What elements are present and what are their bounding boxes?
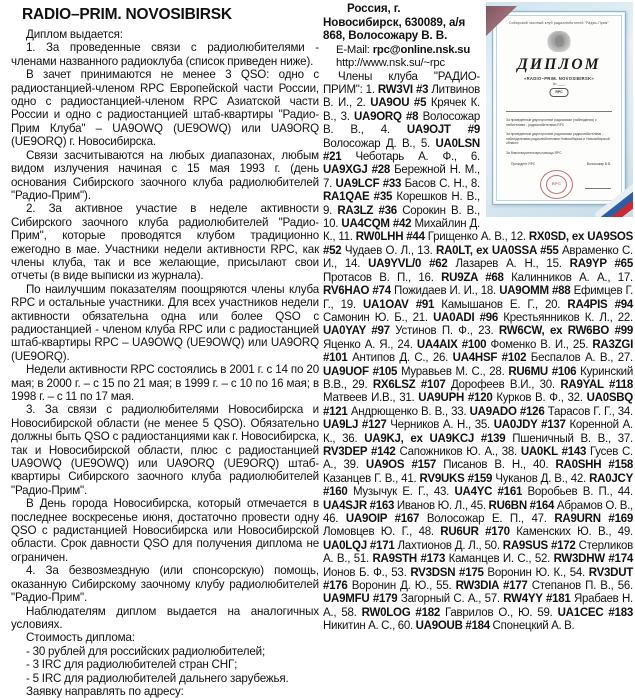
member-callsign: RA9SUS #172 — [502, 539, 576, 552]
member-callsign: RA0LT, ex UA0SSA #55 — [436, 244, 559, 257]
member-callsign: RV9UKS #159 — [419, 472, 493, 485]
member-callsign: RW0LOG #182 — [361, 606, 441, 619]
diploma-certificate-image — [486, 2, 633, 217]
member-callsign: RW3VI #3 — [377, 84, 429, 96]
paragraph-city-day: В День города Новосибирска, который отмечается в последнее воскресенье июня, достаточно провести одну QSO с радистанцией Новосибирска или Новосибирской области. Срок давности QSO для получения диплома не ограничен. — [11, 497, 319, 564]
member-callsign: RU6MU #106 — [508, 365, 577, 378]
member-callsign: RU6BN #164 — [488, 499, 555, 512]
diploma-number: № ____ — [552, 82, 566, 86]
right-column — [319, 2, 633, 634]
coat-of-arms-icon — [548, 31, 571, 52]
paragraph-condition-4: 4. За безвозмездную (или спонсорскую) помощь, оказанную Сибирскому заочному клубу радиолюбителей "Радио-Прим". — [11, 564, 319, 605]
member-callsign: UA0KL #143 — [520, 445, 587, 458]
paragraph-intro: Диплом выдается: — [26, 28, 123, 42]
member-callsign: UA0JDY #137 — [493, 419, 566, 432]
member-callsign: UA4SJR #163 — [323, 499, 395, 512]
paragraph-condition-2: 2. За активное участие в неделе активности Сибирского заочного клуба радиолюбителей "Радио-Прим", которые проводятся клубом традиционно ежегодно в мае. Участники недели активности RPC, как члены клуба, так и все желающие, присылают свои отчеты (в виде выписки из журнала). — [11, 202, 319, 283]
member-callsign: UA9ORQ #8 — [353, 110, 419, 123]
contact-block — [323, 44, 486, 71]
paragraph-cost-heading: Стоимость диплома: — [26, 631, 135, 645]
email-label: E-Mail: — [336, 43, 370, 56]
postal-address — [323, 2, 486, 43]
member-callsign: RV3DSN #175 — [410, 566, 484, 579]
member-callsign: UA9YVL/0 #62 — [368, 258, 448, 271]
diploma-body-3: За благотворительную помощь RPC — [506, 151, 562, 155]
member-callsign: RA9STH #173 — [372, 553, 446, 566]
paragraph-condition-1: 1. За проведенные связи с радиолюбителями - членами названного радиоклуба (список приведен ниже). — [11, 41, 319, 68]
email-address[interactable]: rpc@online.nsk.su — [372, 43, 471, 56]
cost-item-dx: - 5 IRC для радиолюбителей дальнего зарубежья. — [26, 671, 289, 685]
member-callsign: UA0ADI #96 — [433, 311, 499, 324]
member-callsign: RV6HAO #74 — [323, 285, 391, 298]
email-line — [323, 44, 486, 57]
member-callsign: RU6UR #170 — [440, 526, 510, 539]
member-callsign: UA0LSN #21 — [323, 137, 480, 164]
paragraph-send-to: Заявку направлять по адресу: — [26, 684, 184, 698]
member-callsign: UA9OIP #167 — [345, 513, 420, 525]
member-callsign: UA9OJT #9 — [406, 124, 481, 137]
diploma-badge: RPC — [550, 88, 569, 97]
member-callsign: RV3DEP #142 — [323, 445, 396, 458]
diploma-body-1: За проведенные двусторонние радиосвязи (наблюдения) с любителями - радиолюбителями RPC — [506, 118, 597, 127]
website-line[interactable]: http://www.nsk.su/~rpc — [336, 57, 445, 70]
member-callsign: RA9URN #169 — [554, 513, 634, 525]
member-callsign: RW3DHW #174 — [553, 553, 633, 566]
paragraph-observers: Наблюдателям диплом выдается на аналогичных условиях. — [11, 604, 319, 631]
member-callsign: RX6LSZ #107 — [372, 378, 446, 391]
member-callsign: UA0YAY #97 — [323, 325, 390, 338]
member-callsign: UA9MFU #179 — [323, 593, 398, 606]
member-callsign: UA9UOF #105 — [323, 365, 398, 378]
member-callsign: UA9XGJ #28 — [323, 164, 391, 177]
member-callsign: UA9ADO #126 — [469, 405, 545, 418]
diploma-sign-left: Президент RPC — [511, 162, 536, 166]
member-callsign: RU9ZA #68 — [441, 271, 504, 284]
member-callsign: UA0SBQ #121 — [323, 392, 634, 418]
member-callsign: RW0LHH #44 — [355, 231, 425, 244]
member-callsign: UA9OU #5 — [370, 97, 427, 110]
member-callsign: RW6CW, ex RW6BO #99 — [498, 325, 633, 338]
two-column-layout — [6, 2, 634, 698]
paragraph-condition-3: 3. За связи с радиолюбителями Новосибирска и Новосибирской области (не менее 5 QSO). Обязательно должны быть QSO с радиостанциями как г. Новосибирска, так и Новосибирской области, плюс с радиостанцией UA9OWQ (UE9OWQ) или UA9ORQ (UE9ORQ) штаб-квартиры Сибирского заочного клуба радиолюбителей "Радио-Прим". — [11, 403, 319, 497]
member-callsign: UA4AIX #100 — [416, 338, 487, 351]
member-callsign: RA9YAL #118 — [560, 378, 633, 391]
diploma-seal-text: RPC — [551, 181, 562, 186]
diploma-name-line — [506, 111, 612, 112]
diploma-subtitle: «RADIO–PRIM. NOVOSIBIRSK» — [523, 76, 595, 81]
diploma-body-2: За проведенные двусторонние радиосвязи радиолюбителями - наблюдателями радиолюбителями Новосибирска и Новосибирской области — [506, 132, 610, 146]
member-callsign: UA9OUB #184 — [415, 620, 490, 633]
member-callsign: RA9YP #65 — [569, 258, 633, 271]
member-callsign: UA9UPH #120 — [418, 392, 493, 405]
members-entries: 1. RW3VI #3 Литвинов В. И., 2. UA9OU #5 Крячек К. В., 3. UA9ORQ #8 Волосожар В. В., 4. UA9OJT #9 Волосожар Д. В., 5. UA0LSN #21 Чеботарь А. Ф., 6. UA9XGJ #28 Бережной Н. М., 7. UA9LCF #33 Басов С. Н., 8. RA1QAE #35 Корешков Н. В., 9. RA3LZ #36 Сорокин В. В., 10. UA4CQM #42 Михайлин Д. К., 11. RW0LHH #44 Грищенко А. В., 12. RX0SD, ex UA9SOS #52 Чудаев О. Л., 13. RA0LT, ex UA0SSA #55 Авраменко С. И., 14. UA9YVL/0 #62 Лазарев А. Н., 15. RA9YP #65 Протасов В. П., 16. RU9ZA #68 Калинников А. А., 17. RV6HAO #74 Пожидаев И. И., 18. UA9OMM #88 Ефимцев Г. Г., 19. UA1OAV #91 Камышанов Е. Г., 20. RA4PIS #94 Самонин Ю. Б., 21. UA0ADI #96 Крестьянников К. Л., 22. UA0YAY #97 Устинов П. Ф., 23. RW6CW, ex RW6BO #99 Яценко А. Я., 24. UA4AIX #100 Фоменко В. И., 25. RA3ZGI #101 Антипов Д. С., 26. UA4HSF #102 Беспалов А. В., 27. UA9UOF #105 Муравьев М. С., 28. RU6MU #106 Куринский В.В., 29. RX6LSZ #107 Дорофеев В.И., 30. RA9YAL #118 Матвеев И.В., 31. UA9UPH #120 Курков В. Ф., 32. UA0SBQ #121 Андрющенко В. В., 33. UA9ADO #126 Тарасов Г. Г., 34. UA9LJ #127 Черников А. Н., 35. UA0JDY #137 Коренной А. К., 36. UA9KJ, ex UA9KCJ #139 Пшеничный В. В., 37. RV3DEP #142 Сапожников Ю. А., 38. UA0KL #143 Гусев С. А., 39. UA9OS #157 Писанов В. Н., 40. RA0SHH #158 Казанцев Г. В., 41. RV9UKS #159 Чуканов Д. В., 42. RA0JCY #160 Музычук Е. Г., 43. UA4YC #161 Воробьев В. П., 44. UA4SJR #163 Иванов Ю. Л., 45. RU6BN #164 Абрамов О. В., 46. UA9OIP #167 Волосожар Е. П., 47. RA9URN #169 Ломовцев Ю. Г., 48. RU6UR #170 Каменских Ю. В., 49. UA0LQJ #171 Лахтионов Д. Л., 50. RA9SUS #172 Стерликов А. В., 51. RA9STH #173 Каманцев И. С., 52. RW3DHW #174 Ионов Б. Ф., 53. RV3DSN #175 Воронин Ю. К., 54. RV3DUT #176 Воронин Д. Ю., 55. RW3DIA #177 Степанов П. В., 56. UA9MFU #179 Загорный С. А., 57. RW4YY #181 Ярабаев Н. А., 58. RW0LOG #182 Гаврилов О., Ю. 59. UA1CEC #183 Никитин А. С., 60. UA9OUB #184 Спонецкий А. В. — [323, 84, 634, 633]
paragraph-activity-week: По наилучшим показателям поощряются члены клуба RPC и остальные участники. Для всех участников недели активности обязательна одна или более QSO с радиостанцией - членом клуба RPC или с радиостанцией штаб-квартиры RPC – UA9OWQ (UE9OWQ) или UA9ORQ (UE9ORQ). — [11, 282, 319, 363]
cost-item-rub: - 30 рублей для российских радиолюбителей; — [26, 644, 266, 658]
member-callsign: RA0SHH #158 — [555, 459, 634, 472]
member-callsign: UA9LJ #127 — [323, 419, 387, 432]
member-callsign: RW3DIA #177 — [455, 580, 528, 593]
member-callsign: UA9LCF #33 — [335, 177, 402, 190]
cost-item-cis: - 3 IRC для радиолюбителей стран СНГ; — [26, 658, 238, 672]
page-title: RADIO–PRIM. NOVOSIBIRSK — [22, 6, 232, 23]
members-intro: Члены клуба "РАДИО-ПРИМ": — [323, 70, 480, 96]
member-callsign: RV3DUT #176 — [323, 566, 634, 593]
diploma-signature-row — [511, 162, 611, 166]
member-callsign: RA0JCY #160 — [323, 472, 633, 499]
member-callsign: UA9OS #157 — [365, 459, 437, 472]
left-column — [6, 2, 319, 698]
member-callsign: UA4YC #161 — [454, 486, 523, 499]
right-column-flow — [323, 2, 633, 634]
member-callsign: RW4YY #181 — [503, 593, 571, 606]
member-callsign: RA3ZGI #101 — [323, 338, 634, 365]
member-callsign: UA9KJ, ex UA9KCJ #139 — [364, 432, 506, 445]
paragraph-bands: Связи засчитываются на любых диапазонах, любым видом излучения начиная с 15 мая 1993 г. (день основания Сибирского заочного клуба радиолюбителей "Радио-Прим"). — [11, 148, 319, 202]
diploma-club-header: Сибирский заочный клуб радиолюбителей "Радио-Прим" — [509, 21, 609, 25]
member-callsign: UA1OAV #91 — [362, 298, 435, 311]
member-callsign: UA0LQJ #171 — [323, 539, 395, 552]
diploma-seal-icon — [540, 170, 573, 199]
russian-flag-ribbon-icon — [595, 173, 633, 217]
paragraph-activity-dates: Недели активности RPC состоялись в 2001 г. с 14 по 20 мая; в 2000 г. – с 15 по 21 мая; в 1999 г. – с 10 по 16 мая; в 1998 г. – с 11 по 17 мая. — [11, 363, 319, 404]
diploma-title: ДИПЛОМ — [517, 56, 601, 73]
member-callsign: UA1CEC #183 — [557, 606, 633, 619]
paragraph-qso-requirements: В зачет принимаются не менее 3 QSO: одно с радиостанцией-членом RPC Европейской части России, одно с радиостанцией-членом RPC Азиатской части России и одно с радиостанцией штаб-квартиры "Радио-Прим Клуба" – UA9OWQ (UE9OWQ) или UA9ORQ (UE9ORQ) г. Новосибирска. — [11, 68, 319, 149]
member-callsign: RA4PIS #94 — [567, 298, 634, 311]
member-callsign: RA1QAE #35 — [323, 191, 393, 204]
member-callsign: UA4HSF #102 — [452, 352, 527, 365]
member-callsign: RA3LZ #36 — [337, 204, 397, 217]
postal-address-text: Россия, г. Новосибирск, 630089, а/я 868, Волосожару В. В. — [323, 2, 466, 43]
diploma-sign-right: Волосожар В.В. — [586, 162, 611, 166]
member-callsign: UA4CQM #42 — [341, 218, 412, 231]
member-callsign: UA9OMM #88 — [499, 285, 571, 298]
member-callsign: RX0SD, ex UA9SOS #52 — [323, 231, 633, 257]
diploma-artwork — [486, 2, 633, 217]
